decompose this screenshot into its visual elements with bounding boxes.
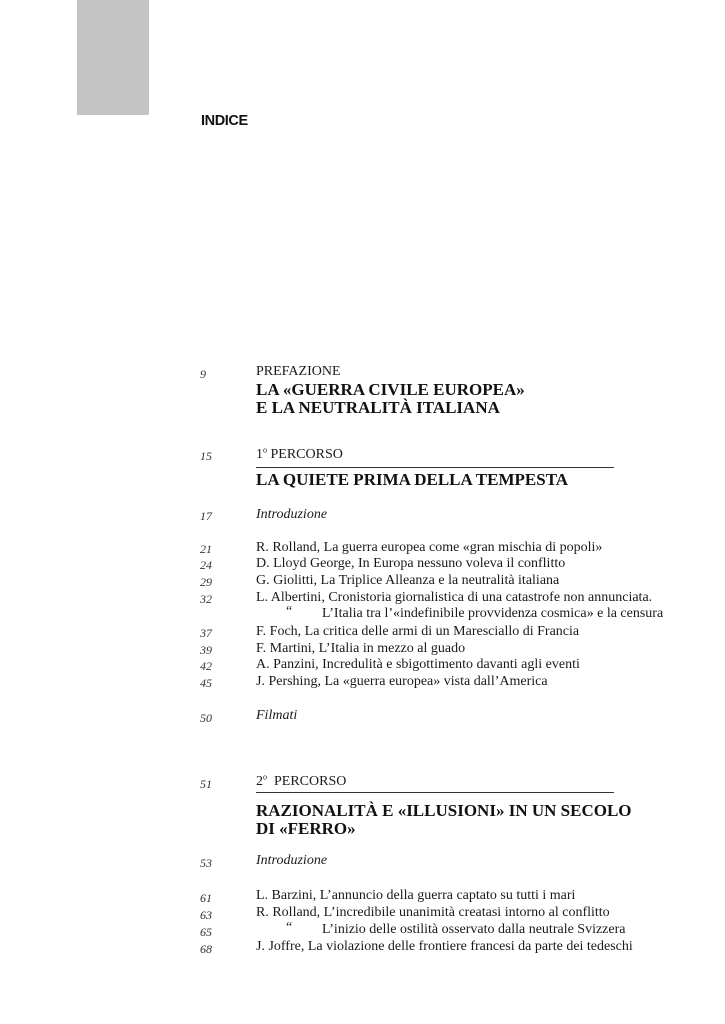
percorso1-label: 1$^o$ PERCORSO bbox=[256, 445, 343, 462]
toc-entry-page: 68 bbox=[200, 942, 212, 956]
toc-entry: F. Foch, La critica delle armi di un Maresciallo di Francia bbox=[256, 624, 580, 639]
toc-entry-page: 45 bbox=[200, 676, 212, 690]
percorso2-title-line2: DI «FERRO» bbox=[256, 819, 356, 838]
percorso2-divider bbox=[256, 792, 614, 793]
toc-entry: G. Giolitti, La Triplice Alleanza e la neutralità italiana bbox=[256, 573, 560, 588]
toc-entry: J. Pershing, La «guerra europea» vista dall’America bbox=[256, 674, 548, 689]
toc-entry-page: 65 bbox=[200, 925, 212, 939]
percorso1-intro: Introduzione bbox=[256, 507, 328, 522]
filmati-page-number: 50 bbox=[200, 711, 212, 725]
percorso2-intro: Introduzione bbox=[256, 853, 328, 868]
percorso2-label: 2$^o$ PERCORSO bbox=[256, 772, 347, 789]
prefazione-title-line2: E LA NEUTRALITÀ ITALIANA bbox=[256, 398, 500, 417]
percorso1-intro-page: 17 bbox=[200, 509, 212, 523]
ditto-mark: “ bbox=[286, 920, 293, 935]
toc-entry-page: 61 bbox=[200, 891, 212, 905]
prefazione-page-number: 9 bbox=[200, 367, 206, 381]
toc-entry-page: 63 bbox=[200, 908, 212, 922]
percorso1-divider bbox=[256, 467, 614, 468]
toc-entry: L. Albertini, Cronistoria giornalistica di una catastrofe non annunciata. bbox=[256, 590, 653, 605]
toc-entry: R. Rolland, L’incredibile unanimità creatasi intorno al conflitto bbox=[256, 905, 610, 920]
toc-entry: F. Martini, L’Italia in mezzo al guado bbox=[256, 641, 466, 656]
percorso2-page-number: 51 bbox=[200, 777, 212, 791]
percorso1-title: LA QUIETE PRIMA DELLA TEMPESTA bbox=[256, 470, 569, 489]
page-heading: INDICE bbox=[201, 113, 248, 129]
toc-entry: A. Panzini, Incredulità e sbigottimento davanti agli eventi bbox=[256, 657, 580, 672]
percorso2-intro-page: 53 bbox=[200, 856, 212, 870]
toc-entry-page: 21 bbox=[200, 542, 212, 556]
toc-entry: J. Joffre, La violazione delle frontiere francesi da parte dei tedeschi bbox=[256, 939, 633, 954]
percorso1-page-number: 15 bbox=[200, 449, 212, 463]
percorso2-title-line1: RAZIONALITÀ E «ILLUSIONI» IN UN SECOLO bbox=[256, 801, 632, 820]
toc-entry: R. Rolland, La guerra europea come «gran mischia di popoli» bbox=[256, 540, 603, 555]
toc-entry: L. Barzini, L’annuncio della guerra captato su tutti i mari bbox=[256, 888, 576, 903]
filmati-label: Filmati bbox=[256, 708, 298, 723]
toc-entry-page: 42 bbox=[200, 659, 212, 673]
toc-entry-page: 32 bbox=[200, 592, 212, 606]
toc-entry: D. Lloyd George, In Europa nessuno voleva il conflitto bbox=[256, 556, 566, 571]
toc-entry: L’Italia tra l’«indefinibile provvidenza cosmica» e la censura bbox=[322, 606, 664, 621]
toc-entry-page: 29 bbox=[200, 575, 212, 589]
toc-entry-page: 24 bbox=[200, 558, 212, 572]
toc-entry: L’inizio delle ostilità osservato dalla neutrale Svizzera bbox=[322, 922, 626, 937]
ditto-mark: “ bbox=[286, 604, 293, 619]
toc-entry-page: 37 bbox=[200, 626, 212, 640]
prefazione-title-line1: LA «GUERRA CIVILE EUROPEA» bbox=[256, 380, 525, 399]
toc-entry-page: 39 bbox=[200, 643, 212, 657]
gray-page-tab bbox=[77, 0, 149, 115]
prefazione-label: PREFAZIONE bbox=[256, 364, 341, 379]
